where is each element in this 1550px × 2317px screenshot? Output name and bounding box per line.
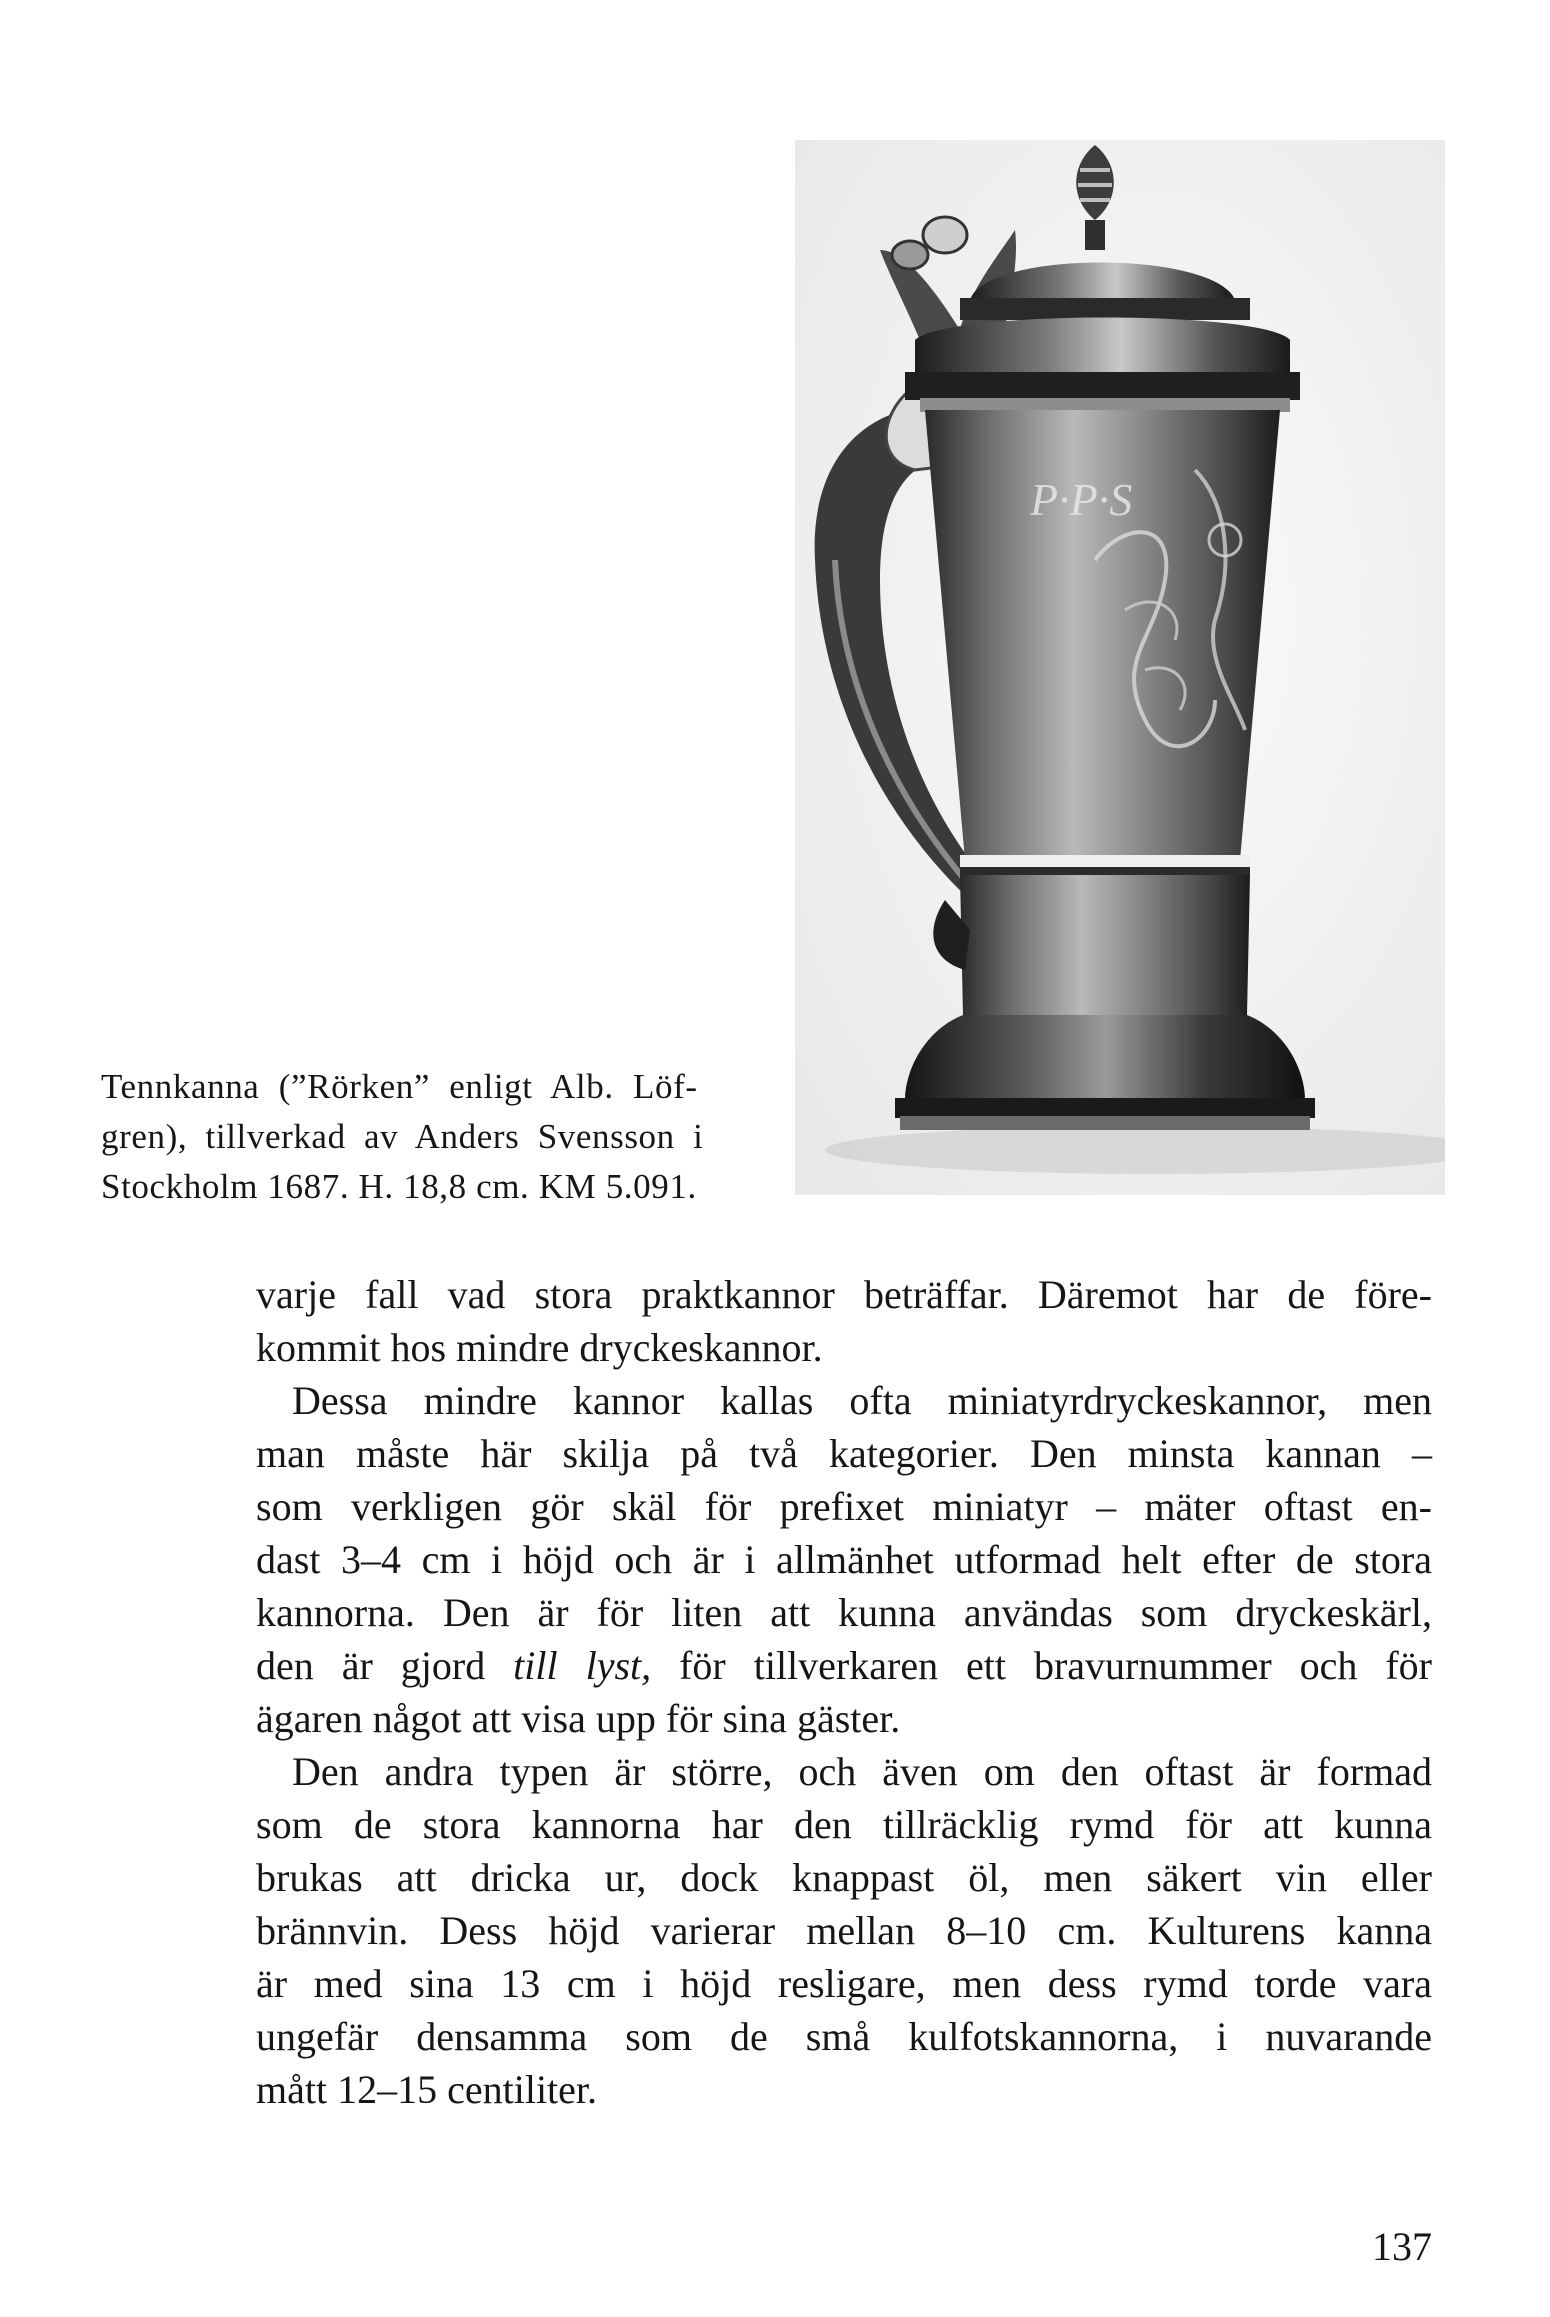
text-line: varje fall vad stora praktkannor beträffar. Däremot har de före- xyxy=(256,1272,1432,1317)
text-line: ägaren något att visa upp för sina gäster. xyxy=(256,1696,901,1741)
caption-line: Stockholm 1687. H. 18,8 cm. KM 5.091. xyxy=(101,1167,697,1206)
text-line: kommit hos mindre dryckeskannor. xyxy=(256,1325,823,1370)
figure-caption xyxy=(101,1062,781,1212)
text-line: som de stora kannorna har den tillräcklig rymd för att kunna xyxy=(256,1802,1432,1847)
text-line: ungefär densamma som de små kulfotskannorna, i nuvarande xyxy=(256,2014,1432,2059)
caption-line: Tennkanna (”Rörken” enligt Alb. Löf- xyxy=(101,1067,698,1106)
text-line: man måste här skilja på två kategorier. Den minsta kannan – xyxy=(256,1431,1432,1476)
text-line: Den andra typen är större, och även om den oftast är formad xyxy=(292,1749,1432,1794)
text-line: brukas att dricka ur, dock knappast öl, men säkert vin eller xyxy=(256,1855,1432,1900)
text-line: som verkligen gör skäl för prefixet miniatyr – mäter oftast en- xyxy=(256,1484,1432,1529)
tankard-photograph xyxy=(795,140,1445,1195)
italic-phrase: till lyst, xyxy=(513,1643,652,1688)
text-line: är med sina 13 cm i höjd resligare, men dess rymd torde vara xyxy=(256,1961,1432,2006)
text-segment: den är gjord xyxy=(256,1643,514,1688)
body-text xyxy=(256,1268,1432,2116)
text-segment: för tillverkaren ett bravurnummer och för xyxy=(651,1643,1433,1688)
text-line: dast 3–4 cm i höjd och är i allmänhet utformad helt efter de stora xyxy=(256,1537,1432,1582)
text-line xyxy=(256,1639,1432,1692)
text-line: kannorna. Den är för liten att kunna användas som dryckeskärl, xyxy=(256,1590,1432,1635)
text-line: Dessa mindre kannor kallas ofta miniatyrdryckeskannor, men xyxy=(292,1378,1432,1423)
caption-line: gren), tillverkad av Anders Svensson i xyxy=(101,1117,704,1156)
text-line: mått 12–15 centiliter. xyxy=(256,2067,598,2112)
page-number: 137 xyxy=(1372,2224,1432,2269)
text-line: brännvin. Dess höjd varierar mellan 8–10 cm. Kulturens kanna xyxy=(256,1908,1432,1953)
engraved-initials: P·P·S xyxy=(1030,474,1133,525)
